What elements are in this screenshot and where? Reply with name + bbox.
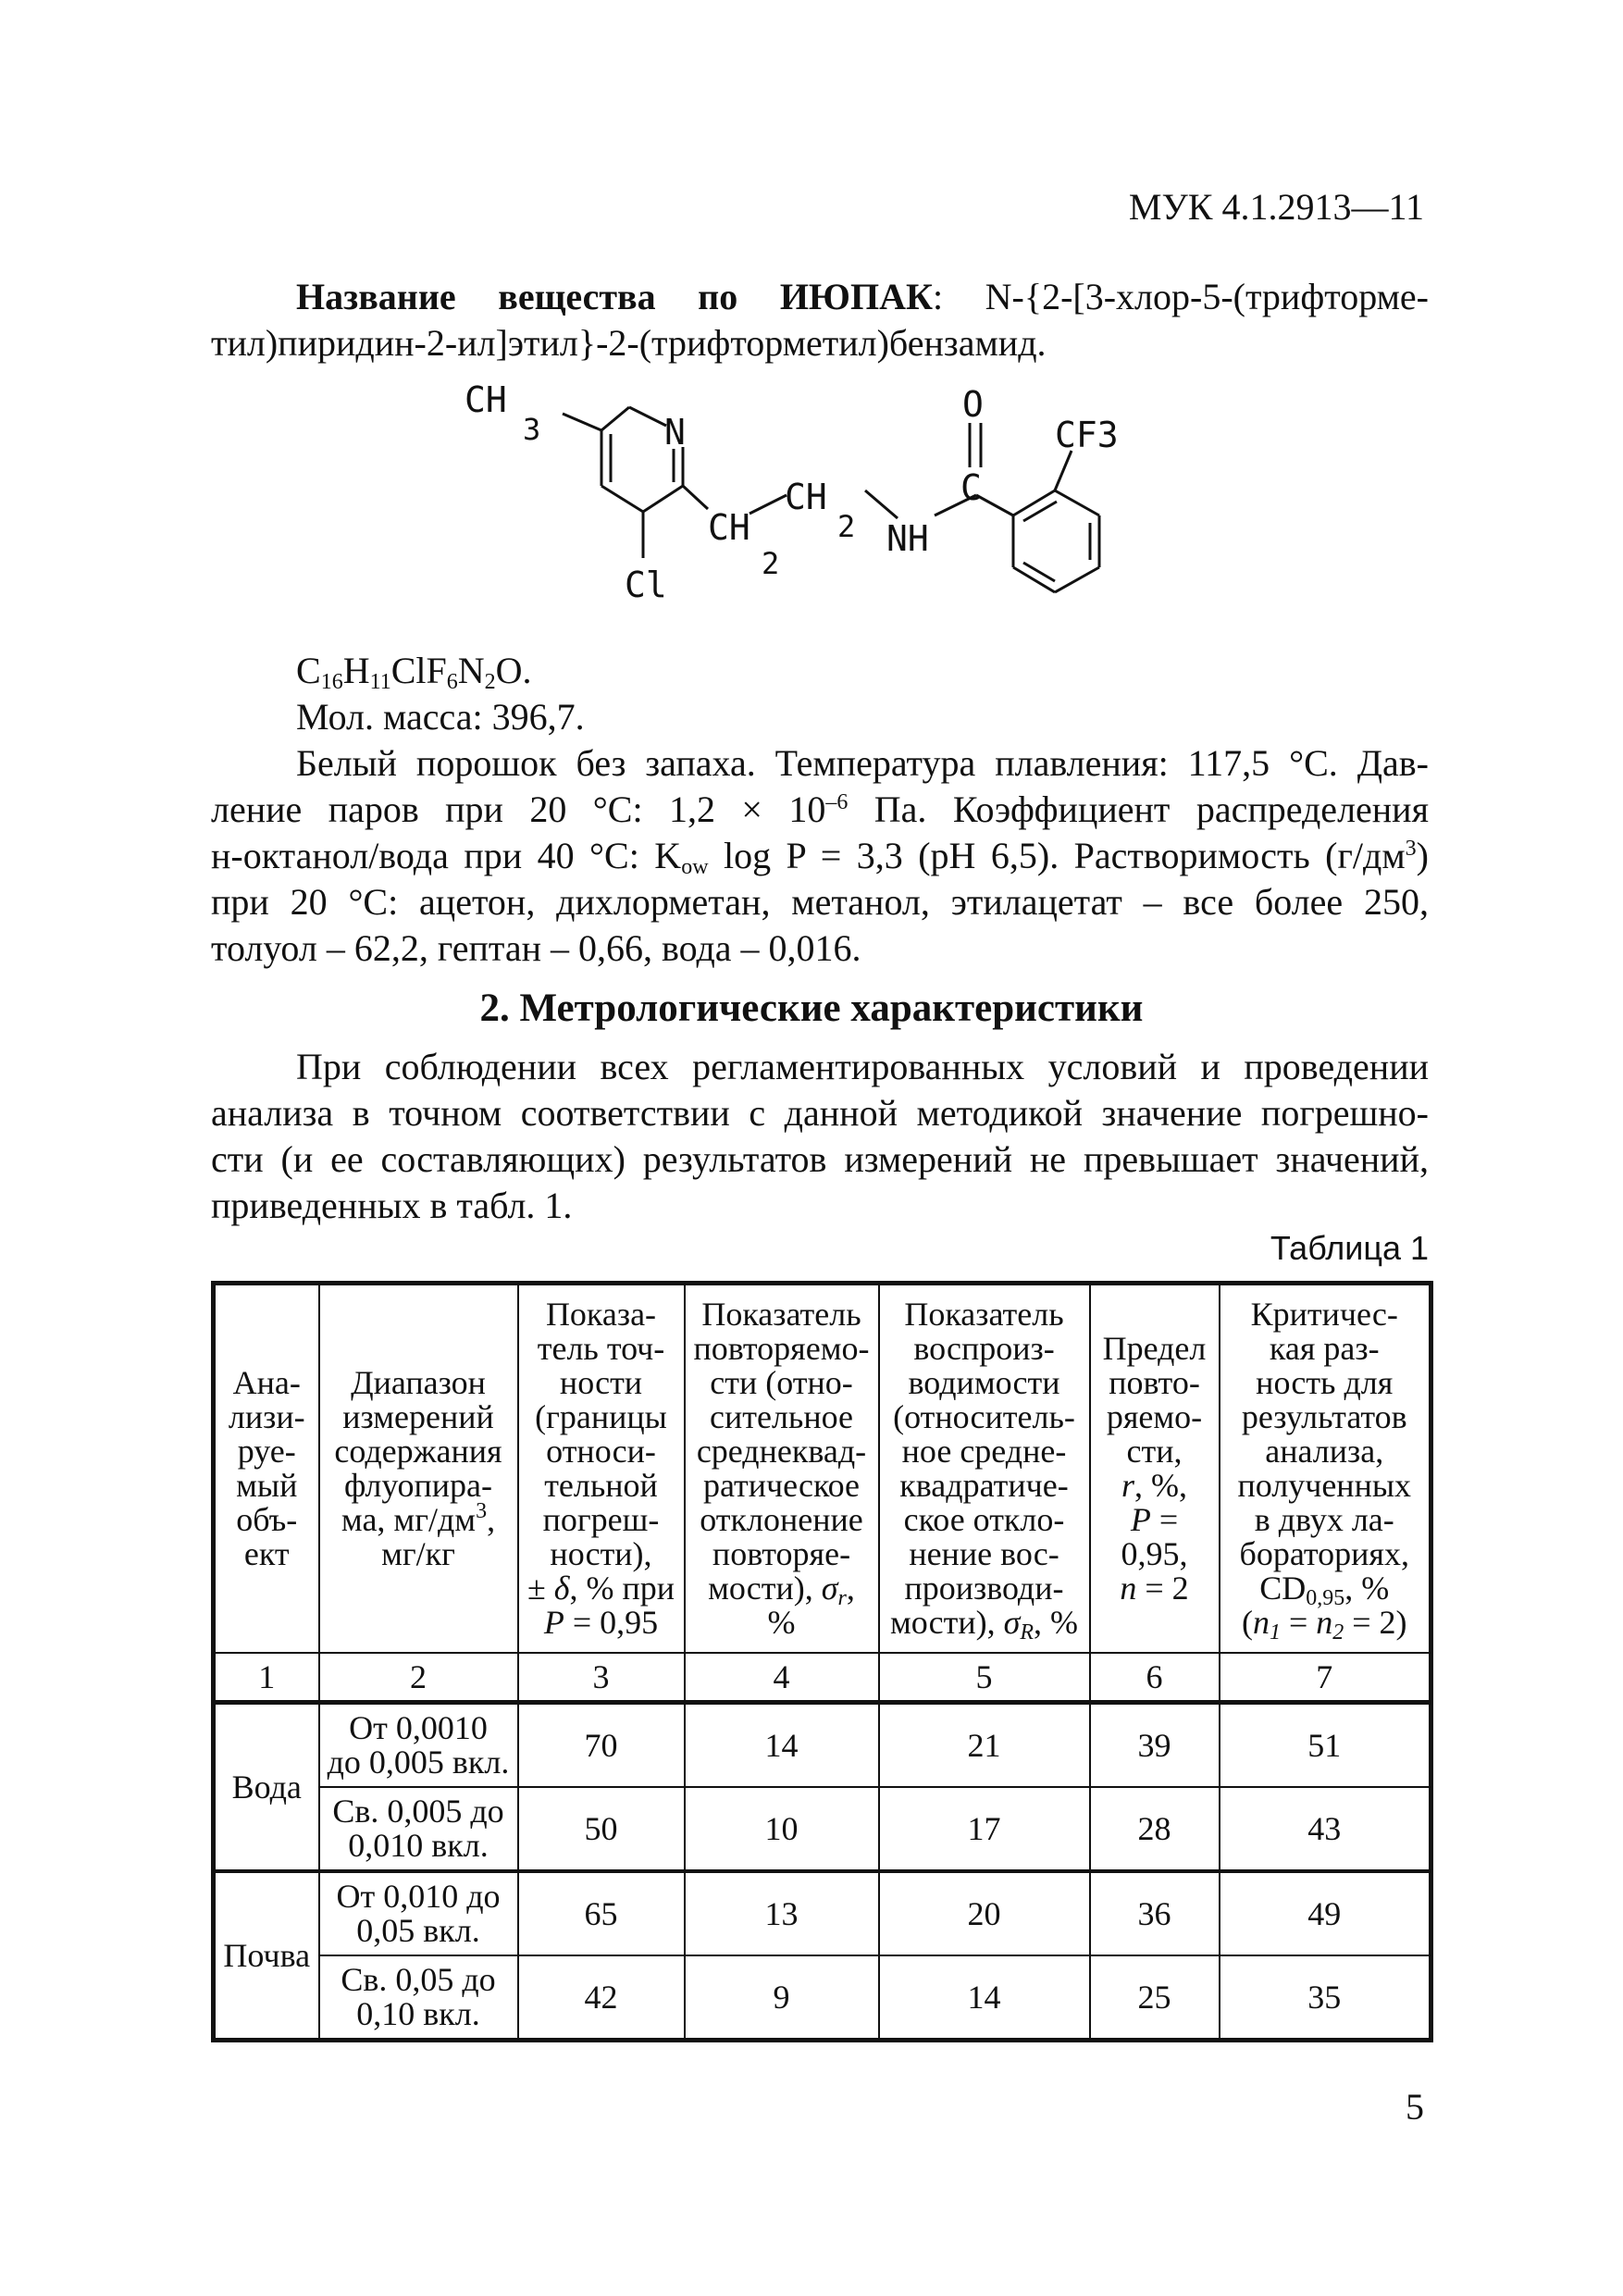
bond: [1013, 567, 1055, 592]
iupac-line-2: тил)пиридин-2-ил]этил}-2-(трифторметил)бензамид.: [211, 322, 1047, 364]
bond: [563, 414, 601, 430]
value-cell: 39: [1090, 1703, 1220, 1788]
range-cell: От 0,010 до 0,05 вкл.: [319, 1871, 518, 1955]
value-cell: 14: [685, 1703, 879, 1788]
document-code: МУК 4.1.2913—11: [1128, 186, 1424, 228]
value-cell: 49: [1220, 1871, 1431, 1955]
header-object: Ана- лизи- руе- мый объ- ект: [214, 1284, 319, 1654]
table-caption: Таблица 1: [1270, 1229, 1429, 1267]
bond: [1055, 451, 1072, 490]
properties-line-5: толуол – 62,2, гептан – 0,66, вода – 0,016.: [211, 927, 861, 969]
header-range: Диапазон измерений содержания флуопира- ма, $мг/дм^3$, мг/кг: [319, 1284, 518, 1654]
value-cell: 21: [879, 1703, 1090, 1788]
iupac-label: Название вещества по ИЮПАК: [296, 276, 933, 317]
column-number-row: [214, 1653, 1431, 1703]
header-reproducibility: Показатель воспроиз- водимости (относитель- ное средне- квадратиче- ское откло- нение вос- производи- мости), $\sigma_R$, %: [879, 1284, 1090, 1654]
header-repeatability: Показатель повторяемо- сти (отно- сительное среднеквад- ратическое отклонение повторяе- мости), $\sigma_r$, %: [685, 1284, 879, 1654]
label-nh: NH: [886, 518, 929, 559]
molecular-formula: $C_{16}H_{11}ClF_6N_2O$.: [296, 650, 532, 694]
properties-line-1: Белый порошок без запаха. Температура плавления: 117,5 °C. Дав-: [296, 742, 1429, 784]
bond: [976, 495, 1013, 515]
table-header-row: [214, 1284, 1431, 1654]
properties-line-3: н-октанол/вода при 40 °C: $K_{ow}$ log P = 3,3 (pH 6,5). Растворимость $(г/дм^3)$: [211, 835, 1429, 879]
value-cell: 51: [1220, 1703, 1431, 1788]
label-ch2-a: CH: [708, 507, 750, 548]
label-cl: Cl: [625, 565, 667, 605]
value-cell: 9: [685, 1955, 879, 2041]
section2-line-3: сти (и ее составляющих) результатов измерений не превышает значений,: [211, 1138, 1429, 1180]
value-cell: 35: [1220, 1955, 1431, 2041]
range-cell: Св. 0,005 до 0,010 вкл.: [319, 1787, 518, 1871]
label-ch2-a-index: 2: [762, 546, 780, 581]
column-number: 7: [1220, 1653, 1431, 1703]
range-cell: От 0,0010 до 0,005 вкл.: [319, 1703, 518, 1788]
table-row: [214, 1871, 1431, 1955]
header-repeatability-limit: Предел повто- ряемо- сти, r, %, P = 0,95, n = 2: [1090, 1284, 1220, 1654]
bond: [1013, 490, 1055, 515]
object-cell: Почва: [214, 1871, 319, 2041]
bond: [601, 407, 629, 430]
bond: [750, 495, 787, 514]
bond: [1023, 563, 1055, 581]
header-critical-difference: Критичес- кая раз- ность для результатов анализа, полученных в двух ла- бораториях, $CD_{0,95}$, % $(n_1 = n_2 = 2)$: [1220, 1284, 1431, 1654]
value-cell: 14: [879, 1955, 1090, 2041]
bond: [643, 486, 683, 512]
column-number: 6: [1090, 1653, 1220, 1703]
label-ch3: CH: [465, 379, 507, 420]
column-number: 1: [214, 1653, 319, 1703]
label-c: C: [960, 467, 982, 508]
table-row: [214, 1955, 1431, 2041]
table-row: [214, 1703, 1431, 1788]
value-cell: 50: [518, 1787, 685, 1871]
bond: [601, 486, 643, 512]
bond: [683, 486, 708, 509]
value-cell: 17: [879, 1787, 1090, 1871]
page-number: 5: [1406, 2086, 1424, 2128]
value-cell: 70: [518, 1703, 685, 1788]
bond: [1055, 490, 1099, 515]
properties-line-4: при 20 °C: ацетон, дихлорметан, метанол, этилацетат – все более 250,: [211, 881, 1429, 923]
column-number: 2: [319, 1653, 518, 1703]
label-ch3-index: 3: [523, 412, 541, 447]
column-number: 5: [879, 1653, 1090, 1703]
bond: [629, 407, 666, 426]
value-cell: 10: [685, 1787, 879, 1871]
section2-line-2: анализа в точном соответствии с данной методикой значение погрешно-: [211, 1092, 1429, 1134]
range-cell: Св. 0,05 до 0,10 вкл.: [319, 1955, 518, 2041]
section-heading: 2. Метрологические характеристики: [479, 987, 1144, 1030]
section2-line-1: При соблюдении всех регламентированных условий и проведении: [296, 1046, 1429, 1087]
metrology-table: [211, 1281, 1433, 2042]
label-o: O: [962, 384, 984, 425]
label-cf3: CF3: [1055, 415, 1119, 455]
molar-mass: Мол. масса: 396,7.: [296, 696, 585, 738]
label-ch2-b: CH: [785, 477, 827, 517]
value-cell: 20: [879, 1871, 1090, 1955]
iupac-line-1: [211, 274, 1429, 320]
value-cell: 13: [685, 1871, 879, 1955]
label-n: N: [664, 412, 686, 453]
bond: [1055, 567, 1099, 592]
value-cell: 25: [1090, 1955, 1220, 2041]
column-number: 3: [518, 1653, 685, 1703]
header-accuracy: Показа- тель точ- ности (границы относи- тельной погреш- ности), ± δ, % при P = 0,95: [518, 1284, 685, 1654]
iupac-name-part1: : N-{2-[3-хлор-5-(трифторме-: [932, 276, 1429, 317]
column-number: 4: [685, 1653, 879, 1703]
bond: [1023, 502, 1057, 521]
section2-line-4: приведенных в табл. 1.: [211, 1185, 573, 1226]
value-cell: 42: [518, 1955, 685, 2041]
value-cell: 43: [1220, 1787, 1431, 1871]
object-cell: Вода: [214, 1703, 319, 1872]
structural-formula: [444, 375, 1203, 625]
label-ch2-b-index: 2: [837, 509, 856, 544]
table-row: [214, 1787, 1431, 1871]
value-cell: 28: [1090, 1787, 1220, 1871]
properties-line-2: ление паров при 20 °C: $1,2 \times 10^{-6}$ Па. Коэффициент распределения: [211, 788, 1429, 830]
value-cell: 36: [1090, 1871, 1220, 1955]
value-cell: 65: [518, 1871, 685, 1955]
bond: [865, 490, 898, 518]
